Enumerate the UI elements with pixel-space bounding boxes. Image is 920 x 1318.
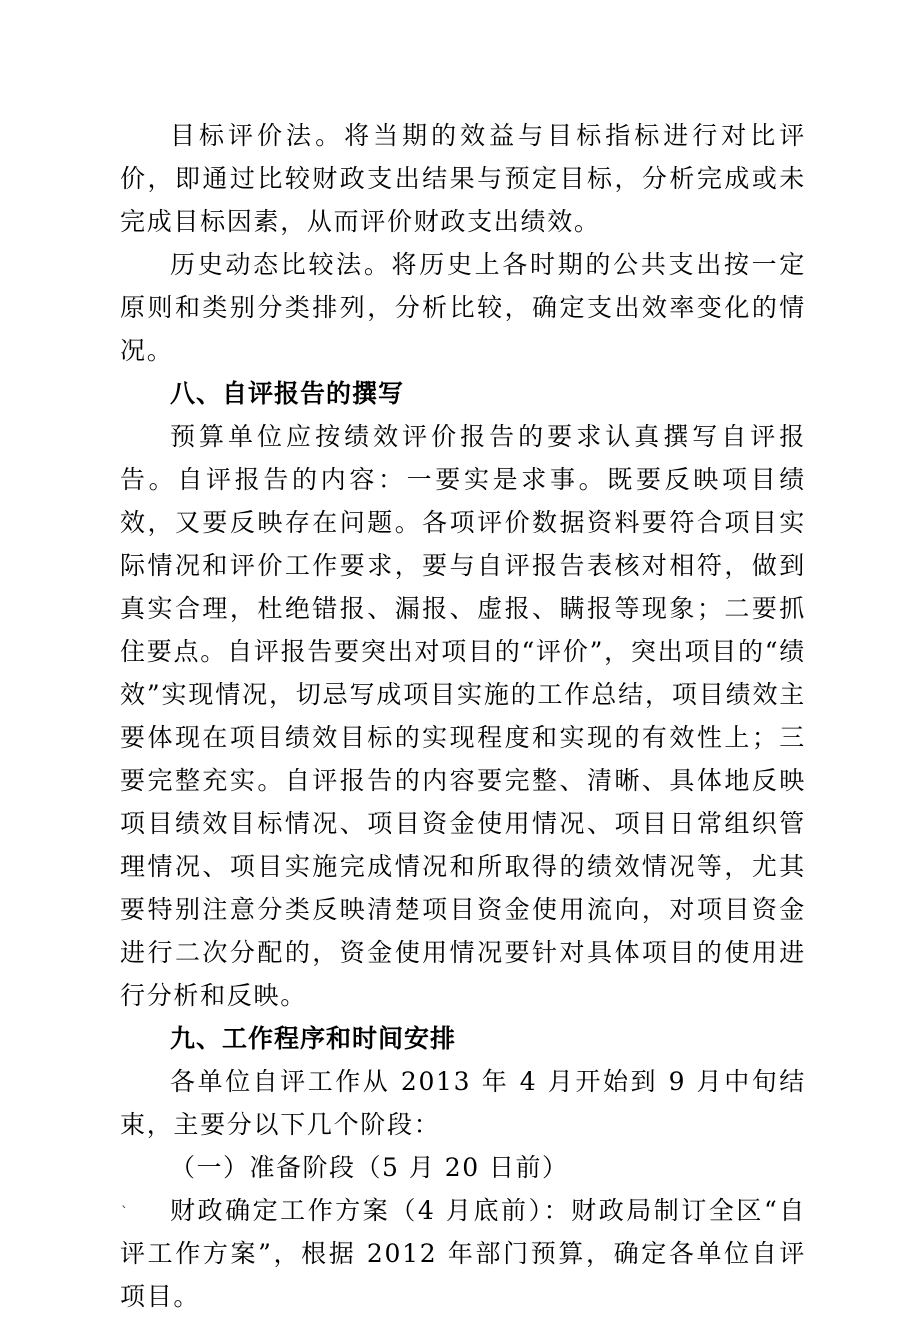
heading-section-9: 九、工作程序和时间安排 bbox=[170, 1024, 457, 1053]
document-body bbox=[120, 114, 806, 1318]
paragraph-work-plan: 财政确定工作方案（4 月底前）：财政局制订全区“自评工作方案”，根据 2012 年部门预算，确定各单位自评项目。 bbox=[120, 1196, 806, 1311]
footer-mark: ` bbox=[121, 1205, 128, 1221]
heading-section-8: 八、自评报告的撰写 bbox=[170, 379, 405, 408]
subheading-prep-stage: （一）准备阶段（5 月 20 日前） bbox=[170, 1153, 569, 1182]
paragraph-self-report: 预算单位应按绩效评价报告的要求认真撰写自评报告。自评报告的内容：一要实是求事。既要反映项目绩效，又要反映存在问题。各项评价数据资料要符合项目实际情况和评价工作要求，要与自评报告表核对相符，做到真实合理，杜绝错报、漏报、虚报、瞒报等现象；二要抓住要点。自评报告要突出对项目的“评价”，突出项目的“绩效”实现情况，切忌写成项目实施的工作总结，项目绩效主要体现在项目绩效目标的实现程度和实现的有效性上；三要完整充实。自评报告的内容要完整、清晰、具体地反映项目绩效目标情况、项目资金使用情况、项目日常组织管理情况、项目实施完成情况和所取得的绩效情况等，尤其要特别注意分类反映清楚项目资金使用流向，对项目资金进行二次分配的，资金使用情况要针对具体项目的使用进行分析和反映。 bbox=[120, 422, 806, 1010]
paragraph-historical-comparison: 历史动态比较法。将历史上各时期的公共支出按一定原则和类别分类排列，分析比较，确定支出效率变化的情况。 bbox=[120, 250, 806, 365]
paragraph-target-evaluation: 目标评价法。将当期的效益与目标指标进行对比评价，即通过比较财政支出结果与预定目标，分析完成或未完成目标因素，从而评价财政支出绩效。 bbox=[120, 121, 806, 236]
paragraph-stages-intro: 各单位自评工作从 2013 年 4 月开始到 9 月中旬结束，主要分以下几个阶段： bbox=[120, 1067, 806, 1139]
